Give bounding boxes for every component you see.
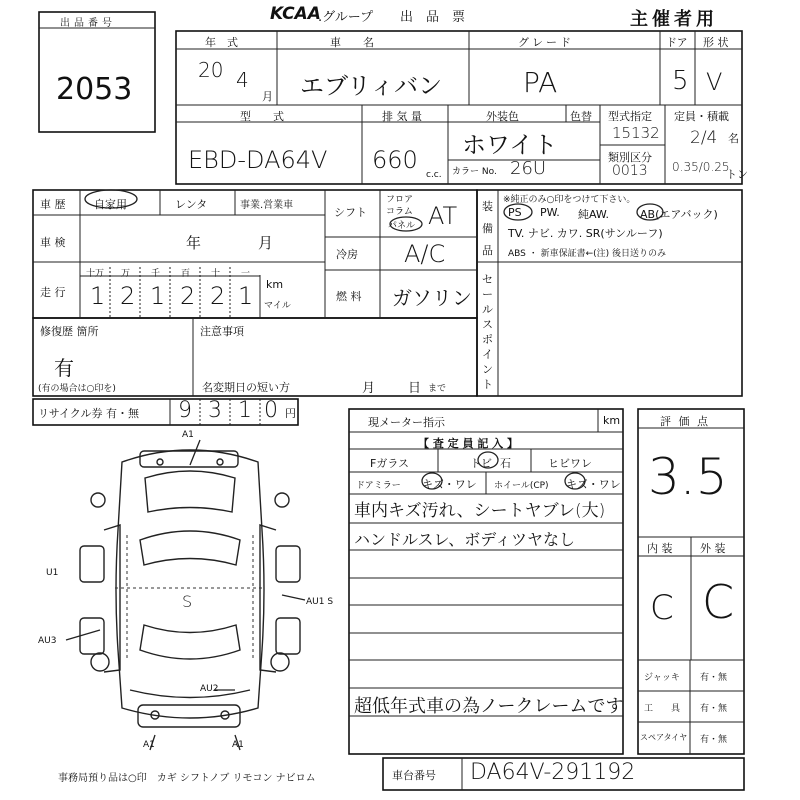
inspector-comment-1: 車内キズ汚れ、シートヤブレ(大)	[354, 501, 606, 521]
history-rental: レンタ	[175, 198, 208, 211]
mileage-digit-2: 2	[120, 282, 136, 310]
digit-place-4: 百	[181, 269, 191, 279]
doors-label: ドア	[666, 36, 688, 49]
fuel-label: 燃 料	[336, 290, 362, 303]
recycle-digit-2: 3	[208, 398, 222, 423]
mileage-label: 走 行	[40, 286, 66, 299]
interior-label: 内 装	[647, 542, 673, 555]
equip-line2: TV. ナビ. カワ. SR(サンルーフ)	[508, 227, 663, 240]
km-label: km	[266, 278, 284, 291]
displacement-value: 660	[372, 146, 418, 174]
digit-place-3: 千	[151, 269, 161, 279]
diagram-mark-rear: AU2	[200, 684, 219, 694]
type-designation-value: 15132	[612, 124, 660, 142]
inspection-year-unit: 年	[186, 234, 202, 252]
shift-panel: パネル	[388, 221, 416, 231]
equip-aw: 純AW.	[578, 208, 610, 221]
sales-point-label: セールスポイント	[482, 273, 493, 391]
grade-label: グレード	[518, 36, 574, 49]
capacity-persons-value: 2/4	[690, 128, 718, 148]
mileage-digit-5: 2	[210, 282, 226, 310]
inspection-label: 車 検	[40, 236, 66, 249]
year-era-value: 20	[198, 58, 224, 82]
capacity-tons-value: 0.35/0.25	[672, 160, 730, 174]
ac-label: 冷房	[336, 248, 358, 261]
color-no-label: カラー No.	[452, 167, 497, 177]
wheel-opts: キズ・ワレ	[566, 478, 621, 491]
eval-score: 3.5	[648, 448, 728, 506]
accessory-tools-value: 有・無	[700, 704, 728, 714]
accessory-tools-label: 工 具	[644, 704, 681, 714]
mirror-label: ドアミラー	[356, 481, 401, 491]
color-label: 外装色	[486, 110, 519, 123]
sheet-title: 出 品 票	[400, 10, 466, 25]
recycle-unit: 円	[285, 407, 296, 420]
shift-label: シフト	[334, 206, 367, 219]
model-value: EBD-DA64V	[188, 146, 328, 174]
equipment-label: 装備品	[482, 200, 493, 257]
digit-place-6: 一	[241, 269, 251, 279]
year-month-value: 4	[236, 68, 249, 92]
doors-value: 5	[672, 66, 689, 96]
office-note: 事務局預り品は○印 カギ シフトノブ リモコン ナビロム	[58, 773, 316, 784]
cc-unit: c.c.	[426, 170, 442, 180]
meter-label: 現メーター指示	[368, 416, 445, 429]
history-label: 車 歴	[40, 198, 66, 211]
shift-value: AT	[428, 202, 458, 230]
diagram-mark-left: U1	[46, 568, 59, 578]
glass-opt-tobi: トビ	[470, 457, 492, 470]
car-name-label: 車 名	[330, 36, 374, 49]
mileage-digit-4: 2	[180, 282, 196, 310]
classification-label: 類別区分	[608, 151, 652, 164]
color-change-label: 色替	[570, 110, 592, 123]
accessory-spare-label: スペアタイヤ	[640, 733, 688, 742]
mileage-digit-6: 1	[238, 282, 254, 310]
digit-place-2: 万	[121, 269, 131, 279]
equip-pw: PW.	[540, 206, 560, 219]
chassis-label: 車台番号	[392, 769, 436, 782]
persons-unit: 名	[728, 132, 739, 145]
caution-day: 日	[408, 381, 422, 396]
mileage-digit-1: 1	[90, 282, 106, 310]
diagram-mark-left-side: AU3	[38, 636, 57, 646]
meter-km-unit: km	[603, 414, 621, 427]
lot-number: 2053	[56, 72, 133, 107]
accessory-spare-value: 有・無	[700, 735, 728, 745]
history-business: 事業.営業車	[240, 200, 294, 211]
lot-number-label: 出品番号	[60, 18, 116, 29]
wheel-label: ホイール(CP)	[494, 481, 549, 491]
diagram-mark-rear-left: A1	[143, 740, 155, 750]
tons-unit: トン	[726, 168, 748, 181]
inspection-month-unit: 月	[258, 234, 274, 252]
color-value: ホワイト	[462, 131, 558, 159]
fuel-value: ガソリン	[392, 286, 472, 310]
ac-value: A/C	[404, 240, 446, 268]
chassis-number: DA64V-291192	[470, 760, 636, 785]
exterior-label: 外 装	[700, 542, 726, 555]
capacity-label: 定員・積載	[674, 110, 729, 123]
recycle-digit-1: 9	[178, 398, 192, 423]
recycle-digit-3: 1	[238, 398, 252, 423]
history-private: 自家用	[94, 198, 127, 211]
body-type-value: V	[706, 68, 723, 96]
diagram-mark-rear-right: A1	[232, 740, 244, 750]
shift-floor: フロア	[386, 195, 414, 205]
digit-place-5: 十	[211, 269, 221, 279]
organizer-use: 主催者用	[630, 9, 718, 30]
body-type-label: 形 状	[703, 36, 729, 49]
exterior-grade: C	[702, 575, 735, 629]
recycle-digit-4: 0	[264, 398, 278, 423]
inspector-section-label: 【 査 定 員 記 入 】	[418, 437, 518, 450]
caution-until: まで	[428, 384, 447, 394]
mirror-opts: キズ・ワレ	[422, 478, 477, 491]
equip-ps: PS	[508, 206, 522, 219]
accessory-jack-value: 有・無	[700, 673, 728, 683]
displacement-label: 排 気 量	[382, 110, 422, 123]
inspector-comment-2: ハンドルスレ、ボディツヤなし	[354, 530, 575, 549]
interior-grade: C	[650, 588, 674, 628]
shift-column: コラム	[386, 207, 413, 217]
mile-label: マイル	[264, 301, 291, 311]
glass-opt-ishi: 石	[500, 457, 511, 470]
org-group: .グループ	[318, 10, 374, 25]
caution-deadline: 名変期日の短い方	[202, 381, 290, 394]
month-unit: 月	[262, 90, 273, 103]
recycle-label: リサイクル券 有・無	[38, 407, 139, 420]
caution-label: 注意事項	[200, 325, 244, 338]
org-logo: KCAA	[270, 4, 321, 24]
classification-value: 0013	[612, 163, 648, 179]
equipment-note: ※純正のみ○印をつけて下さい。	[503, 195, 636, 205]
diagram-mark-front: A1	[182, 430, 194, 440]
repair-value: 有	[54, 356, 74, 380]
year-label: 年 式	[205, 36, 238, 49]
model-label: 型 式	[240, 110, 284, 123]
glass-opt-hibiware: ヒビワレ	[548, 457, 592, 470]
eval-score-label: 評 価 点	[660, 415, 710, 428]
mileage-digit-3: 1	[150, 282, 166, 310]
repair-label: 修復歴 箇所	[40, 325, 99, 338]
equip-ab: AB(エアバック)	[640, 208, 718, 221]
diagram-mark-roof: S	[182, 592, 193, 611]
glass-label: Fガラス	[370, 457, 409, 470]
accessory-jack-label: ジャッキ	[644, 673, 680, 683]
inspector-comment-3: 超低年式車の為ノークレームです	[354, 696, 624, 717]
color-no-value: 26U	[510, 158, 547, 179]
caution-month: 月	[362, 381, 376, 396]
car-name-value: エブリィバン	[300, 72, 443, 100]
diagram-mark-right-side: AU1 S	[306, 597, 334, 607]
type-designation-label: 型式指定	[608, 110, 652, 123]
grade-value: PA	[523, 66, 558, 99]
equip-line3: ABS ・ 新車保証書←(注) 後日送りのみ	[508, 249, 667, 259]
digit-place-1: 十万	[86, 269, 105, 279]
repair-note: (有の場合は○印を)	[38, 384, 116, 394]
